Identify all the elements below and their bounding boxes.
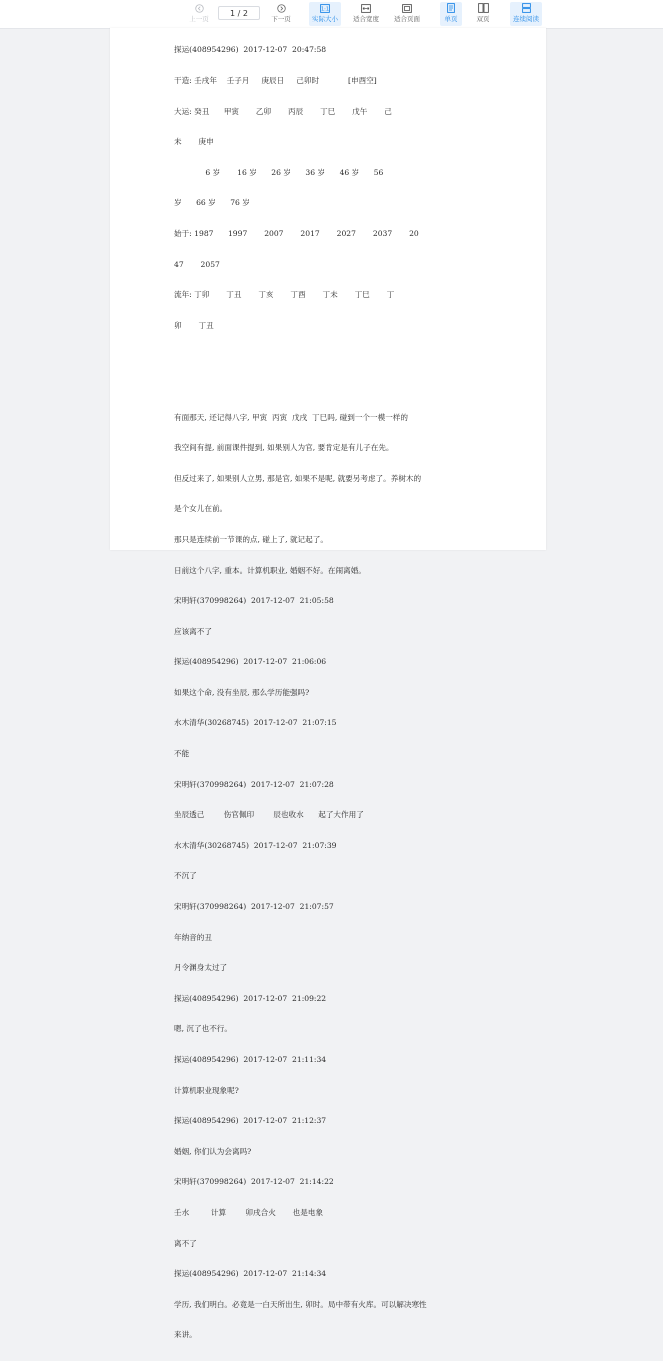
text-line: 那只是连续前一节课的点, 碰上了, 就记起了。	[174, 534, 328, 544]
actual-size-label: 实际大小	[312, 15, 338, 23]
text-line	[174, 382, 504, 392]
text-line: 6 岁 16 岁 26 岁 36 岁 46 岁 56	[174, 167, 384, 177]
continuous-reading-icon	[521, 3, 532, 13]
text-line	[174, 351, 504, 361]
text-line: 探运(408954296) 2017-12-07 21:06:06	[174, 657, 327, 667]
double-page-label: 双页	[476, 15, 490, 23]
text-line: 但反过来了, 如果别人立男, 那是官, 如果不是呢, 就要另考虑了。养树木的	[174, 473, 422, 483]
text-line: 有面那天, 还记得八字, 甲寅 丙寅 戊戌 丁巳吗, 碰到一个一模一样的	[174, 412, 408, 422]
prev-page-icon	[194, 3, 205, 13]
text-line: 始于: 1987 1997 2007 2017 2027 2037 20	[174, 228, 419, 238]
fit-width-label: 适合宽度	[353, 15, 379, 23]
text-line: 嗯, 沉了也不行。	[174, 1024, 232, 1034]
next-page-icon	[276, 3, 287, 13]
text-line: 婚姻, 你们认为会离吗?	[174, 1146, 252, 1156]
text-line: 干造: 壬戌年 壬子月 庚辰日 己卯时 [申酉空]	[174, 76, 377, 85]
double-page-button[interactable]	[472, 2, 494, 26]
text-line: 水木清华(30268745) 2017-12-07 21:07:15	[174, 718, 337, 728]
double-page-icon	[478, 3, 489, 13]
text-line: 大运: 癸丑 甲寅 乙卯 丙辰 丁巳 戊午 己	[174, 106, 392, 116]
next-page-button[interactable]	[268, 2, 294, 26]
fit-width-button[interactable]	[350, 2, 382, 26]
text-line: 是个女儿在前。	[174, 504, 228, 514]
single-page-icon	[446, 3, 457, 13]
single-page-button[interactable]	[440, 2, 462, 26]
text-line: 宋明轩(370998264) 2017-12-07 21:05:58	[174, 596, 334, 606]
fit-width-icon	[361, 3, 372, 13]
single-page-label: 单页	[444, 15, 458, 23]
text-line: 不沉了	[174, 871, 197, 881]
text-line: 离不了	[174, 1238, 197, 1248]
text-line: 壬水 计算 卯戌合火 也是电象	[174, 1207, 324, 1217]
text-line: 计算机职业现象呢?	[174, 1085, 239, 1095]
text-line: 坐辰透己 伤官佩印 辰也收水 起了大作用了	[174, 810, 364, 820]
document-page	[110, 28, 546, 1340]
text-line: 年纳音的丑	[174, 932, 212, 942]
text-line: 探运(408954296) 2017-12-07 20:47:58	[174, 45, 327, 55]
text-line: 岁 66 岁 76 岁	[174, 198, 250, 208]
next-page-label: 下一页	[271, 15, 291, 23]
text-line: 如果这个命, 没有坐辰, 那么学历能强吗?	[174, 687, 310, 697]
fit-page-icon	[402, 3, 413, 13]
actual-size-button[interactable]	[309, 2, 341, 26]
fit-page-label: 适合页面	[394, 15, 420, 23]
text-line: 学历, 我们明白。必竟是一白天所出生, 卯时。局中带有火库。可以解决寒性	[174, 1299, 427, 1309]
svg-text:1:1: 1:1	[320, 6, 330, 13]
actual-size-icon	[320, 3, 331, 13]
text-line: 应该离不了	[174, 626, 212, 636]
prev-page-label: 上一页	[189, 15, 209, 23]
text-line: 宋明轩(370998264) 2017-12-07 21:07:57	[174, 902, 334, 912]
text-line: 我空间有提, 前面课件提到, 如果别人为官, 要肯定是有儿子在先。	[174, 443, 394, 453]
text-line: 月令渊身太过了	[174, 963, 228, 973]
text-line: 来讲。	[174, 1330, 197, 1340]
text-line: 宋明轩(370998264) 2017-12-07 21:14:22	[174, 1177, 334, 1187]
text-line: 宋明轩(370998264) 2017-12-07 21:07:28	[174, 779, 334, 789]
text-line: 不能	[174, 749, 190, 759]
prev-page-button[interactable]	[186, 2, 212, 26]
text-line: 日前这个八字, 重本。计算机职业, 婚姻不好。在闹离婚。	[174, 565, 366, 575]
text-line: 探运(408954296) 2017-12-07 21:09:22	[174, 993, 327, 1003]
text-line: 探运(408954296) 2017-12-07 21:14:34	[174, 1269, 327, 1279]
text-line: 卯 丁丑	[174, 320, 214, 330]
text-line: 探运(408954296) 2017-12-07 21:11:34	[174, 1055, 327, 1064]
continuous-reading-label: 连续阅读	[513, 15, 539, 23]
document-text	[174, 25, 504, 1361]
text-line: 47 2057	[174, 259, 220, 269]
continuous-reading-button[interactable]	[510, 2, 542, 26]
page-number-input[interactable]: 1 / 2	[218, 6, 260, 20]
text-line: 未 庚申	[174, 137, 214, 147]
text-line: 水木清华(30268745) 2017-12-07 21:07:39	[174, 840, 337, 850]
text-line: 流年: 丁卯 丁丑 丁亥 丁酉 丁未 丁巳 丁	[174, 290, 395, 300]
text-line: 探运(408954296) 2017-12-07 21:12:37	[174, 1116, 327, 1126]
fit-page-button[interactable]	[391, 2, 423, 26]
